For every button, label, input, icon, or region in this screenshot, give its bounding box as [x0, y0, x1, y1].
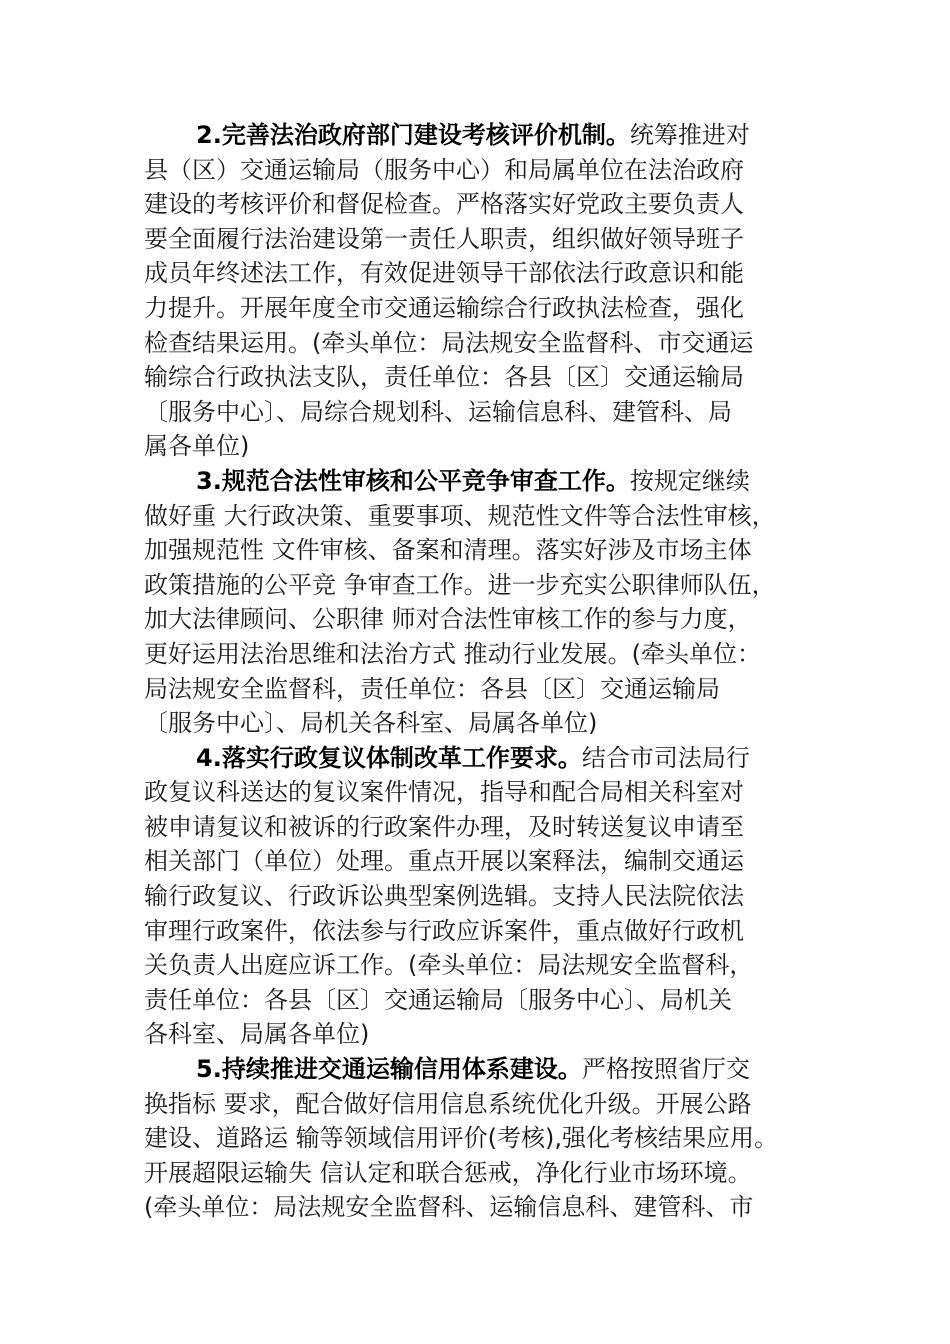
section-first-line	[144, 118, 824, 153]
line-text: 审理行政案件，依法参与行政应诉案件，重点做好行政机	[144, 916, 744, 945]
line-text: 建设的考核评价和督促检查。严格落实好党政主要负责人	[144, 190, 744, 219]
section-heading: 5.持续推进交通运输信用体系建设。	[196, 1055, 582, 1084]
line-text: 加大法律顾问、公职律 师对合法性审核工作的参与力度，	[144, 605, 752, 634]
line-text: 责任单位：各县〔区〕交通运输局〔服务中心〕、局机关	[144, 985, 732, 1014]
section-first-line	[144, 741, 824, 776]
line-text: 输行政复议、行政诉讼典型案例选辑。支持人民法院依法	[144, 882, 744, 911]
section-heading: 2.完善法治政府部门建设考核评价机制。	[196, 121, 630, 149]
section-heading: 3.规范合法性审核和公平竞争审查工作。	[196, 466, 630, 495]
paragraph-line	[144, 291, 824, 326]
paragraph-line	[144, 1190, 824, 1225]
line-text: 检查结果运用。(牵头单位：局法规安全监督科、市交通运	[144, 328, 754, 357]
paragraph-line	[144, 222, 824, 257]
paragraph-line	[144, 810, 824, 845]
paragraph-line	[144, 429, 824, 464]
line-text: 严格按照省厅交	[581, 1055, 750, 1084]
paragraph-line	[144, 153, 824, 188]
paragraph-line	[144, 672, 824, 707]
paragraph-line	[144, 983, 824, 1018]
paragraph-line	[144, 499, 824, 534]
paragraph-line	[144, 1156, 824, 1191]
section-first-line	[144, 464, 824, 499]
paragraph-line	[144, 879, 824, 914]
line-text: 县（区）交通运输局（服务中心）和局属单位在法治政府	[144, 155, 744, 184]
line-text: 开展超限运输失 信认定和联合惩戒，净化行业市场环境。	[144, 1158, 752, 1187]
line-text: 关负责人出庭应诉工作。(牵头单位：局法规安全监督科，	[144, 951, 754, 980]
section-first-line	[144, 1052, 824, 1087]
paragraph-line	[144, 1121, 824, 1156]
line-text: 属各单位)	[144, 432, 250, 461]
line-text: 统筹推进对	[629, 121, 750, 149]
line-text: 各科室、局属各单位)	[144, 1020, 370, 1049]
line-text: 政策措施的公平竞 争审查工作。进一步充实公职律师队伍，	[144, 570, 776, 599]
paragraph-line	[144, 187, 824, 222]
paragraph-line	[144, 1017, 824, 1052]
line-text: 加强规范性 文件审核、备案和清理。落实好涉及市场主体	[144, 536, 752, 565]
paragraph-line	[144, 602, 824, 637]
paragraph-line	[144, 395, 824, 430]
line-text: 成员年终述法工作，有效促进领导干部依法行政意识和能	[144, 259, 744, 288]
paragraph-line	[144, 637, 824, 672]
paragraph-line	[144, 948, 824, 983]
line-text: 局法规安全监督科，责任单位：各县〔区〕交通运输局	[144, 674, 720, 703]
line-text: 输综合行政执法支队，责任单位：各县〔区〕交通运输局	[144, 363, 744, 392]
paragraph-line	[144, 326, 824, 361]
line-text: 政复议科送达的复议案件情况，指导和配合局相关科室对	[144, 778, 744, 807]
paragraph-line	[144, 706, 824, 741]
line-text: 相关部门（单位）处理。重点开展以案释法，编制交通运	[144, 847, 744, 876]
line-text: 按规定继续	[629, 466, 750, 495]
section-heading: 4.落实行政复议体制改革工作要求。	[196, 743, 582, 772]
line-text: 〔服务中心〕、局机关各科室、局属各单位)	[144, 709, 598, 738]
line-text: 换指标 要求，配合做好信用信息系统优化升级。开展公路	[144, 1089, 752, 1118]
line-text: 结合市司法局行	[581, 743, 750, 772]
line-text: 要全面履行法治建设第一责任人职责，组织做好领导班子	[144, 224, 744, 253]
paragraph-line	[144, 914, 824, 949]
line-text: (牵头单位：局法规安全监督科、运输信息科、建管科、市	[144, 1193, 754, 1222]
line-text: 建设、道路运 输等领域信用评价(考核),强化考核结果应用。	[144, 1124, 778, 1153]
paragraph-line	[144, 844, 824, 879]
paragraph-line	[144, 360, 824, 395]
line-text: 力提升。开展年度全市交通运输综合行政执法检查，强化	[144, 293, 744, 322]
line-text: 〔服务中心〕、局综合规划科、运输信息科、建管科、局	[144, 397, 732, 426]
paragraph-line	[144, 775, 824, 810]
paragraph-line	[144, 533, 824, 568]
line-text: 更好运用法治思维和法治方式 推动行业发展。(牵头单位：	[144, 639, 761, 668]
line-text: 被申请复议和被诉的行政案件办理，及时转送复议申请至	[144, 812, 744, 841]
paragraph-line	[144, 1087, 824, 1122]
paragraph-line	[144, 568, 824, 603]
document-body	[144, 118, 824, 1225]
paragraph-line	[144, 256, 824, 291]
line-text: 做好重 大行政决策、重要事项、规范性文件等合法性审核，	[144, 501, 776, 530]
